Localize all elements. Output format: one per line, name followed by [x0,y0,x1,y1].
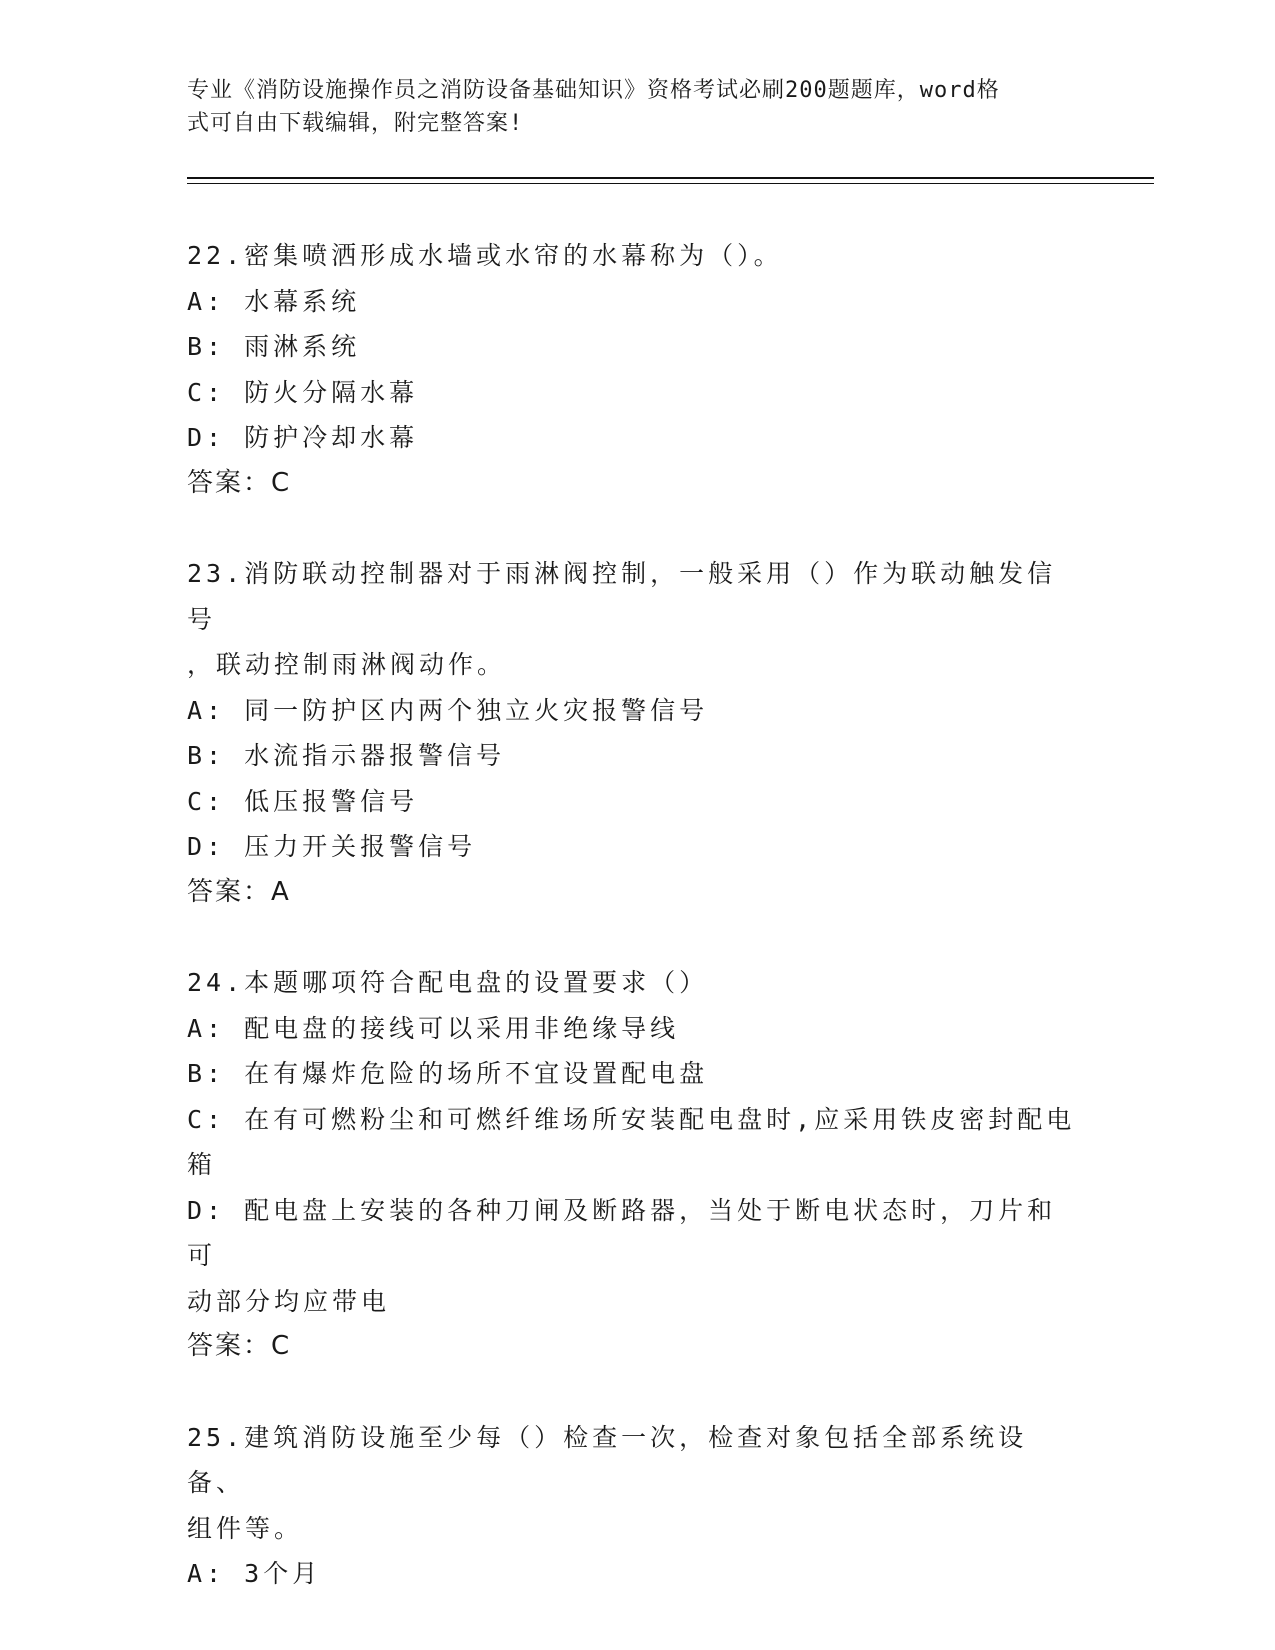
question-stem: 24.本题哪项符合配电盘的设置要求（） [187,968,709,997]
option-c-cont: 箱 [187,1150,217,1179]
answer: 答案：C [187,1331,292,1361]
document-header [187,74,1077,140]
question-stem: 22.密集喷洒形成水墙或水帘的水幕称为（）。 [187,241,783,270]
option-d: D: 防护冷却水幕 [187,423,419,452]
header-divider-thin [187,183,1154,184]
option-d: D: 配电盘上安装的各种刀闸及断路器，当处于断电状态时，刀片和可 [187,1195,1057,1270]
question-stem-cont: ，联动控制雨淋阀动作。 [187,650,507,679]
question-23 [187,551,1077,915]
question-stem-cont: 组件等。 [187,1513,304,1543]
question-list [187,233,1077,1642]
option-a: A: 同一防护区内两个独立火灾报警信号 [187,695,709,725]
option-a: A: 水幕系统 [187,286,361,316]
option-d: D: 压力开关报警信号 [187,832,477,861]
option-a: A: 配电盘的接线可以采用非绝缘导线 [187,1013,680,1043]
option-d-cont: 动部分均应带电 [187,1286,391,1316]
option-b: B: 雨淋系统 [187,332,361,361]
answer: 答案：C [187,467,292,498]
option-a: A: 3个月 [187,1559,322,1588]
option-b: B: 水流指示器报警信号 [187,741,506,770]
question-24 [187,960,1077,1370]
option-c: C: 在有可燃粉尘和可燃纤维场所安装配电盘时,应采用铁皮密封配电 [187,1104,1076,1134]
answer: 答案：A [187,876,291,907]
question-stem: 25.建筑消防设施至少每（）检查一次，检查对象包括全部系统设备、 [187,1422,1028,1497]
option-b: B: 在有爆炸危险的场所不宜设置配电盘 [187,1059,709,1088]
question-22 [187,233,1077,506]
header-line-1: 专业《消防设施操作员之消防设备基础知识》资格考试必刷200题题库，word格 [187,78,1000,103]
header-line-2: 式可自由下载编辑，附完整答案! [187,111,524,136]
option-c: C: 防火分隔水幕 [187,377,419,407]
question-25 [187,1415,1077,1597]
question-stem: 23.消防联动控制器对于雨淋阀控制，一般采用（）作为联动触发信号 [187,559,1057,634]
option-c: C: 低压报警信号 [187,786,419,816]
header-divider-thick [187,177,1154,179]
